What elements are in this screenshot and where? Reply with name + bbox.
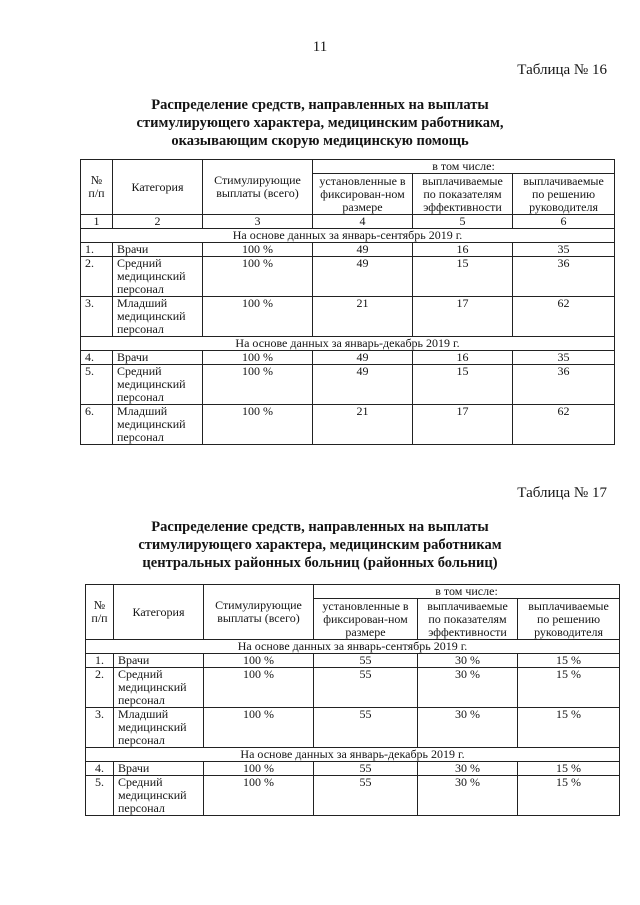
section-heading: На основе данных за январь-декабрь 2019 г. bbox=[86, 748, 620, 762]
table-16 bbox=[80, 159, 615, 445]
table-16-title: Распределение средств, направленных на выплаты стимулирующего характера, медицинским работникам, оказывающим скорую медицинскую помощь bbox=[136, 97, 504, 149]
col-category-header: Категория bbox=[114, 585, 204, 640]
section-heading: На основе данных за январь-сентябрь 2019 г. bbox=[86, 640, 620, 654]
table-17 bbox=[85, 584, 620, 816]
col-stimulating-header: Стимулирующие выплаты (всего) bbox=[204, 585, 314, 640]
table-row: 3. Младший медицинский персонал 100 % 55 30 % 15 % bbox=[86, 708, 620, 748]
col-efficiency-header: выплачиваемые по показателям эффективности bbox=[418, 599, 518, 640]
table-row: 1. Врачи 100 % 55 30 % 15 % bbox=[86, 654, 620, 668]
table-row: 2. Средний медицинский персонал 100 % 49 15 36 bbox=[81, 257, 615, 297]
page-number: 11 bbox=[312, 39, 328, 55]
col-fixed-header: установленные в фиксирован-ном размере bbox=[314, 599, 418, 640]
table-16-label: Таблица № 16 bbox=[517, 62, 607, 78]
table-row: 2. Средний медицинский персонал 100 % 55 30 % 15 % bbox=[86, 668, 620, 708]
col-stimulating-header: Стимулирующие выплаты (всего) bbox=[203, 160, 313, 215]
col-manager-header: выплачиваемые по решению руководителя bbox=[513, 174, 615, 215]
col-num-header: № п/п bbox=[86, 585, 114, 640]
table-row: 5. Средний медицинский персонал 100 % 49 15 36 bbox=[81, 365, 615, 405]
col-fixed-header: установленные в фиксирован-ном размере bbox=[313, 174, 413, 215]
col-including-header: в том числе: bbox=[313, 160, 615, 174]
table-17-title: Распределение средств, направленных на выплаты стимулирующего характера, медицинским работникам центральных районных больниц (районных больниц) bbox=[138, 519, 502, 571]
col-including-header: в том числе: bbox=[314, 585, 620, 599]
table-17-label: Таблица № 17 bbox=[517, 485, 607, 501]
index-row: 1 2 3 4 5 6 bbox=[81, 215, 615, 229]
section-heading: На основе данных за январь-декабрь 2019 г. bbox=[81, 337, 615, 351]
col-num-header: № п/п bbox=[81, 160, 113, 215]
table-row: 5. Средний медицинский персонал 100 % 55 30 % 15 % bbox=[86, 776, 620, 816]
table-row: 4. Врачи 100 % 55 30 % 15 % bbox=[86, 762, 620, 776]
section-heading: На основе данных за январь-сентябрь 2019 г. bbox=[81, 229, 615, 243]
col-category-header: Категория bbox=[113, 160, 203, 215]
table-row: 3. Младший медицинский персонал 100 % 21 17 62 bbox=[81, 297, 615, 337]
table-row: 6. Младший медицинский персонал 100 % 21 17 62 bbox=[81, 405, 615, 445]
col-efficiency-header: выплачиваемые по показателям эффективности bbox=[413, 174, 513, 215]
col-manager-header: выплачиваемые по решению руководителя bbox=[518, 599, 620, 640]
table-row: 4. Врачи 100 % 49 16 35 bbox=[81, 351, 615, 365]
table-row: 1. Врачи 100 % 49 16 35 bbox=[81, 243, 615, 257]
